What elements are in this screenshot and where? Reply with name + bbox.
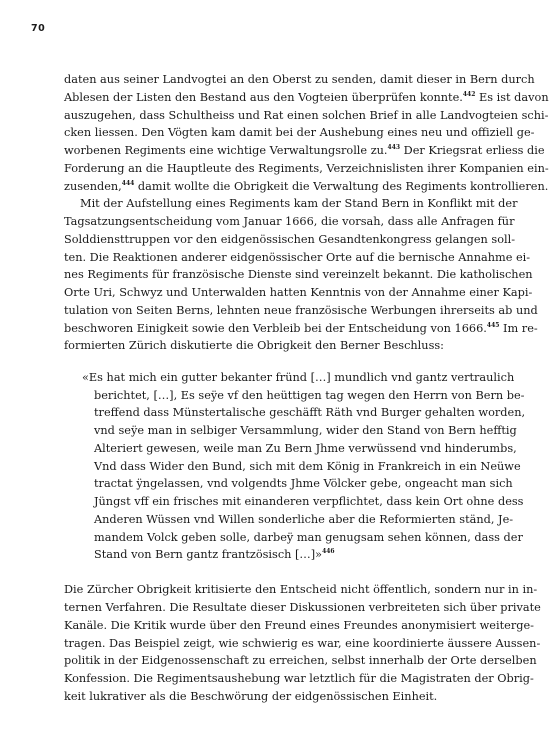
quote-line: tractat ÿngelassen, vnd volgendts Jhme Völcker gebe, ongeacht man sich: [94, 477, 513, 490]
text-line: Solddiensttruppen vor den eidgenössischen Gesandtenkongress gelangen soll-: [64, 233, 516, 246]
text-line: keit lukrativer als die Beschwörung der eidgenössischen Einheit.: [64, 690, 438, 703]
text-line: Konfession. Die Regimentsaushebung war letztlich für die Magistraten der Obrig-: [64, 672, 534, 685]
text-line: Tagsatzungsentscheidung vom Januar 1666, die vorsah, dass alle Anfragen für: [64, 215, 515, 228]
text-line: daten aus seiner Landvogtei an den Oberst zu senden, damit dieser in Bern durch: [64, 73, 535, 86]
text-line: zusenden,$^{444}$ damit wollte die Obrigkeit die Verwaltung des Regiments kontrollieren.: [64, 180, 549, 193]
text-line: formierten Zürich diskutierte die Obrigkeit den Berner Beschluss:: [64, 339, 444, 352]
text-line: Orte Uri, Schwyz und Unterwalden hatten Kenntnis von der Annahme einer Kapi-: [64, 286, 533, 299]
quote-line: «Es hat mich ein gutter bekanter fründ […] mundlich vnd gantz vertraulich: [82, 371, 515, 384]
quote-line: Jüngst vff ein frisches mit einanderen verpflichtet, dass kein Ort ohne dess: [94, 495, 524, 508]
text-line: auszugehen, dass Schultheiss und Rat einen solchen Brief in alle Landvogteien schi-: [64, 109, 549, 122]
quote-line: Stand von Bern gantz frantzösisch […]»$^{446}$: [94, 548, 335, 561]
text-line: ternen Verfahren. Die Resultate dieser Diskussionen verbreiteten sich über private: [64, 601, 541, 614]
text-line: nes Regiments für französische Dienste sind vereinzelt bekannt. Die katholischen: [64, 268, 533, 281]
text-line: Kanäle. Die Kritik wurde über den Freund eines Freundes anonymisiert weiterge-: [64, 619, 534, 632]
text-line: worbenen Regiments eine wichtige Verwaltungsrolle zu.$^{443}$ Der Kriegsrat erliess die: [64, 144, 545, 157]
quote-line: Alteriert gewesen, weile man Zu Bern Jhme verwüssend vnd hinderumbs,: [94, 442, 517, 455]
quote-line: treffend dass Münstertalische geschäfft Räth vnd Burger gehalten worden,: [94, 406, 526, 419]
text-line: Mit der Aufstellung eines Regiments kam der Stand Bern in Konflikt mit der: [80, 197, 518, 210]
footnote-ref: 442: [462, 91, 476, 99]
text-line: tragen. Das Beispiel zeigt, wie schwierig es war, eine koordinierte äussere Aussen-: [64, 637, 541, 650]
text-line: tulation von Seiten Berns, lehnten neue französische Werbungen ihrerseits ab und: [64, 304, 538, 317]
footnote-ref: 446: [322, 548, 335, 556]
text-line: cken liessen. Den Vögten kam damit bei der Aushebung eines neu und offiziell ge-: [64, 126, 535, 139]
text-line: Die Zürcher Obrigkeit kritisierte den Entscheid nicht öffentlich, sondern nur in in-: [64, 583, 538, 596]
text-line: Ablesen der Listen den Bestand aus den Vogteien überprüfen konnte.$^{442}$ Es ist davon: [64, 91, 549, 104]
quote-line: berichtet, […], Es seÿe vf den heüttigen tag wegen den Herrn von Bern be-: [94, 389, 525, 402]
page-number: 70: [31, 23, 46, 34]
footnote-ref: 444: [121, 180, 135, 188]
footnote-ref: 445: [486, 322, 500, 330]
quote-line: Vnd dass Wider den Bund, sich mit dem König in Frankreich in ein Neüwe: [94, 460, 521, 473]
quote-line: vnd seÿe man in selbiger Versammlung, wider den Stand von Bern hefftig: [94, 424, 517, 437]
text-line: Forderung an die Hauptleute des Regiments, Verzeichnislisten ihrer Kompanien ein-: [64, 162, 549, 175]
quote-line: Anderen Wüssen vnd Willen sonderliche aber die Reformierten ständ, Je-: [94, 513, 514, 526]
quote-line: mandem Volck geben solle, darbeÿ man genugsam sehen können, dass der: [94, 531, 523, 544]
footnote-ref: 443: [387, 144, 401, 152]
text-line: beschworen Einigkeit sowie den Verbleib bei der Entscheidung von 1666.$^{445}$ Im re-: [64, 322, 538, 335]
text-line: politik in der Eidgenossenschaft zu erreichen, selbst innerhalb der Orte derselben: [64, 654, 537, 667]
text-line: ten. Die Reaktionen anderer eidgenössischer Orte auf die bernische Annahme ei-: [64, 251, 531, 264]
